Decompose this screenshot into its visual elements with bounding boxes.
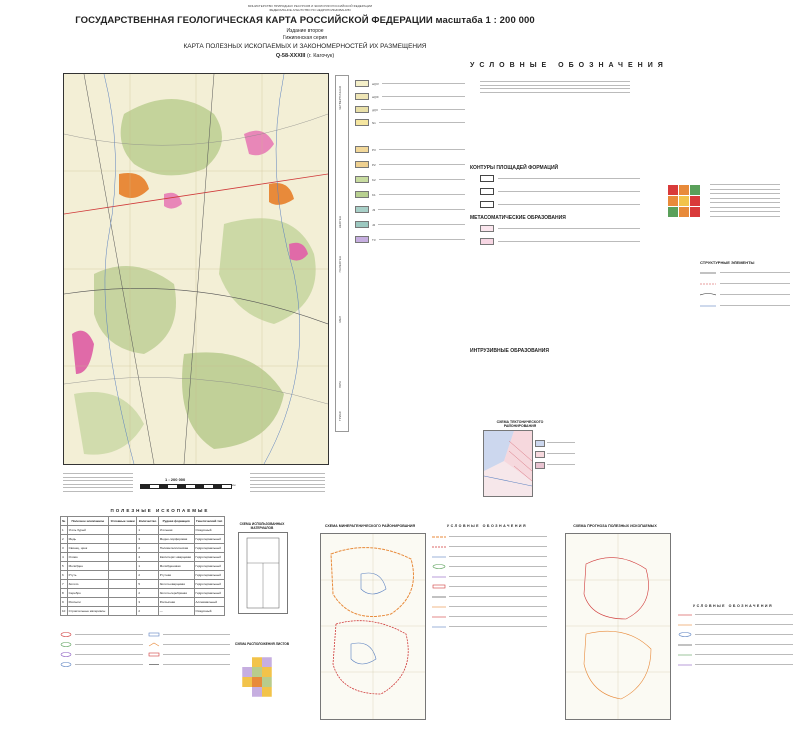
table-cell bbox=[109, 544, 137, 553]
col-header: Рудная формация bbox=[158, 517, 194, 526]
table-cell: Медь bbox=[67, 535, 108, 544]
table-row bbox=[61, 598, 225, 607]
section-structures: СТРУКТУРНЫЕ ЭЛЕМЕНТЫ bbox=[700, 260, 755, 265]
col-header: Количество bbox=[137, 517, 158, 526]
table-cell bbox=[109, 526, 137, 535]
table-cell: 10 bbox=[61, 607, 68, 616]
table-cell: Гидротермальный bbox=[194, 589, 225, 598]
materials-scheme[interactable] bbox=[238, 532, 288, 614]
table-cell: Олово bbox=[67, 553, 108, 562]
minerals-table bbox=[60, 516, 225, 616]
table-cell: Осадочный bbox=[194, 607, 225, 616]
table-cell: 2 bbox=[137, 571, 158, 580]
col-header: Генетический тип bbox=[194, 517, 225, 526]
table-cell bbox=[109, 553, 137, 562]
table-cell: 2 bbox=[61, 535, 68, 544]
unit-swatch bbox=[355, 80, 369, 87]
table-cell: 8 bbox=[61, 589, 68, 598]
table-cell: — bbox=[158, 607, 194, 616]
section-metasomatic: МЕТАСОМАТИЧЕСКИЕ ОБРАЗОВАНИЯ bbox=[470, 215, 566, 221]
table-cell: Россыпная bbox=[158, 598, 194, 607]
table-cell: 7 bbox=[61, 580, 68, 589]
table-cell: Золото-кварцевая bbox=[158, 580, 194, 589]
main-map[interactable] bbox=[63, 73, 329, 465]
mineragenic-scheme[interactable] bbox=[320, 533, 426, 720]
table-cell: Россыпи bbox=[67, 598, 108, 607]
scale-text: 1 : 200 000 bbox=[165, 477, 186, 482]
table-cell: Молибденовая bbox=[158, 562, 194, 571]
map-name: КАРТА ПОЛЕЗНЫХ ИСКОПАЕМЫХ И ЗАКОНОМЕРНОСТЕЙ ИХ РАЗМЕЩЕНИЯ bbox=[183, 43, 427, 50]
mineragenic-drawing bbox=[321, 534, 425, 719]
table-cell: Полиметаллическая bbox=[158, 544, 194, 553]
table-cell: 3 bbox=[61, 544, 68, 553]
unit-swatch bbox=[355, 106, 369, 113]
table-cell: Строительные материалы bbox=[67, 607, 108, 616]
unit-swatch bbox=[355, 176, 369, 183]
unit-swatch bbox=[355, 119, 369, 126]
forecast-scheme[interactable] bbox=[565, 533, 671, 720]
ministry-line-1: МИНИСТЕРСТВО ПРИРОДНЫХ РЕСУРСОВ И ЭКОЛОГИИ РОССИЙСКОЙ ФЕДЕРАЦИИ bbox=[247, 4, 373, 8]
tectonic-legend bbox=[535, 440, 575, 473]
table-cell: Свинец, цинк bbox=[67, 544, 108, 553]
table-cell: Гидротермальный bbox=[194, 571, 225, 580]
table-cell: Серебро bbox=[67, 589, 108, 598]
table-row bbox=[61, 589, 225, 598]
table-cell: Гидротермальный bbox=[194, 535, 225, 544]
table-cell bbox=[109, 571, 137, 580]
table-row bbox=[61, 535, 225, 544]
map-drawing bbox=[64, 74, 328, 464]
table-row bbox=[61, 607, 225, 616]
table-cell: 4 bbox=[61, 553, 68, 562]
table-cell: 5 bbox=[137, 580, 158, 589]
table-cell: Золото bbox=[67, 580, 108, 589]
unit-swatch bbox=[355, 146, 369, 153]
mineragenic-legend bbox=[432, 534, 547, 634]
mineragenic-caption: СХЕМА МИНЕРАГЕНИЧЕСКОГО РАЙОНИРОВАНИЯ bbox=[324, 524, 416, 528]
scale-bar bbox=[140, 484, 232, 489]
sheet-number: Q-58-XXXIII (г. Кагочук) bbox=[275, 53, 335, 59]
edition: Издание второе bbox=[286, 28, 324, 34]
unit-swatch bbox=[355, 221, 369, 228]
sheets-scheme[interactable] bbox=[238, 652, 286, 712]
forecast-drawing bbox=[566, 534, 670, 719]
table-cell: 2 bbox=[137, 589, 158, 598]
legend-notes bbox=[480, 78, 630, 92]
map-title: ГОСУДАРСТВЕННАЯ ГЕОЛОГИЧЕСКАЯ КАРТА РОССИЙСКОЙ ФЕДЕРАЦИИ масштаба 1 : 200 000 bbox=[75, 15, 535, 26]
col-header: Полезное ископаемое bbox=[67, 517, 108, 526]
tectonic-caption: СХЕМА ТЕКТОНИЧЕСКОГО РАЙОНИРОВАНИЯ bbox=[496, 420, 544, 428]
ministry-header bbox=[205, 4, 415, 12]
table-cell: 2 bbox=[137, 544, 158, 553]
table-row bbox=[61, 580, 225, 589]
metasomatic-rows bbox=[480, 225, 640, 251]
unit-swatch bbox=[355, 93, 369, 100]
section-deposits: КОНТУРЫ ПЛОЩАДЕЙ ФОРМАЦИЙ bbox=[470, 165, 559, 171]
table-cell: 6 bbox=[61, 571, 68, 580]
materials-caption: СХЕМА ИСПОЛЬЗОВАННЫХ МАТЕРИАЛОВ bbox=[239, 522, 285, 530]
series: Гижигинская серия bbox=[283, 35, 327, 41]
table-cell: Гидротермальный bbox=[194, 562, 225, 571]
table-row bbox=[61, 544, 225, 553]
table-cell: Уголь бурый bbox=[67, 526, 108, 535]
unit-swatch bbox=[355, 161, 369, 168]
section-intrusive: ИНТРУЗИВНЫЕ ОБРАЗОВАНИЯ bbox=[470, 348, 549, 354]
table-cell: Угольная bbox=[158, 526, 194, 535]
table-cell: 5 bbox=[61, 562, 68, 571]
table-cell: Гидротермальный bbox=[194, 580, 225, 589]
imprint-left bbox=[63, 470, 133, 491]
color-block-legend bbox=[668, 185, 702, 219]
scale-unit: км bbox=[232, 483, 236, 487]
table-cell: 1 bbox=[137, 562, 158, 571]
table-cell: Гидротермальный bbox=[194, 553, 225, 562]
forecast-legend bbox=[678, 612, 793, 672]
tectonic-drawing bbox=[484, 431, 532, 496]
table-row bbox=[61, 562, 225, 571]
symbol-legend bbox=[60, 632, 230, 667]
table-cell: 4 bbox=[137, 553, 158, 562]
table-cell: 3 bbox=[137, 535, 158, 544]
table-cell: 1 bbox=[137, 526, 158, 535]
tectonic-scheme[interactable] bbox=[483, 430, 533, 497]
table-cell bbox=[109, 535, 137, 544]
table-cell: 2 bbox=[137, 607, 158, 616]
stratigraphic-column: ЧЕТВЕРТИЧНАЯ НЕОГЕН ПАЛЕОГЕН МЕЛ ЮРА ТРИАС bbox=[335, 75, 349, 432]
table-cell: 1 bbox=[61, 526, 68, 535]
legend-title: УСЛОВНЫЕ ОБОЗНАЧЕНИЯ bbox=[470, 62, 668, 69]
table-cell: Молибден bbox=[67, 562, 108, 571]
forecast-caption: СХЕМА ПРОГНОЗА ПОЛЕЗНЫХ ИСКОПАЕМЫХ bbox=[573, 524, 657, 528]
table-cell: Ртуть bbox=[67, 571, 108, 580]
table-cell bbox=[109, 598, 137, 607]
materials-drawing bbox=[239, 533, 287, 613]
table-cell bbox=[109, 607, 137, 616]
table-row bbox=[61, 526, 225, 535]
forecast-legend-title: УСЛОВНЫЕ ОБОЗНАЧЕНИЯ bbox=[692, 604, 774, 608]
table-cell bbox=[109, 562, 137, 571]
mineragenic-legend-title: УСЛОВНЫЕ ОБОЗНАЧЕНИЯ bbox=[446, 524, 528, 528]
table-cell: Медно-порфировая bbox=[158, 535, 194, 544]
sheets-caption: СХЕМА РАСПОЛОЖЕНИЯ ЛИСТОВ bbox=[234, 642, 290, 646]
minerals-title: ПОЛЕЗНЫЕ ИСКОПАЕМЫЕ bbox=[110, 508, 210, 513]
unit-swatch bbox=[355, 191, 369, 198]
table-cell: Ртутная bbox=[158, 571, 194, 580]
table-row bbox=[61, 553, 225, 562]
unit-swatch bbox=[355, 236, 369, 243]
col-header: Условные знаки bbox=[109, 517, 137, 526]
table-cell: 3 bbox=[137, 598, 158, 607]
table-cell: Осадочный bbox=[194, 526, 225, 535]
col-header: № bbox=[61, 517, 68, 526]
table-row bbox=[61, 571, 225, 580]
table-cell: Касситерит-кварцевая bbox=[158, 553, 194, 562]
imprint-right bbox=[250, 470, 325, 491]
deposit-rows bbox=[480, 175, 640, 214]
unit-swatch bbox=[355, 206, 369, 213]
table-cell bbox=[109, 580, 137, 589]
table-cell: Гидротермальный bbox=[194, 544, 225, 553]
table-cell: 9 bbox=[61, 598, 68, 607]
structure-rows bbox=[700, 270, 790, 314]
sheets-drawing bbox=[238, 652, 286, 712]
table-cell: Золото-серебряная bbox=[158, 589, 194, 598]
table-cell bbox=[109, 589, 137, 598]
legend-units: aQIV aQIII gQII N1 P3 P2 K2 K1 J3 J2 T3 bbox=[355, 80, 465, 251]
ministry-line-2: ФЕДЕРАЛЬНОЕ АГЕНТСТВО ПО НЕДРОПОЛЬЗОВАНИЮ bbox=[269, 8, 351, 12]
symbol-notes bbox=[710, 180, 780, 216]
table-cell: Аллювиальный bbox=[194, 598, 225, 607]
